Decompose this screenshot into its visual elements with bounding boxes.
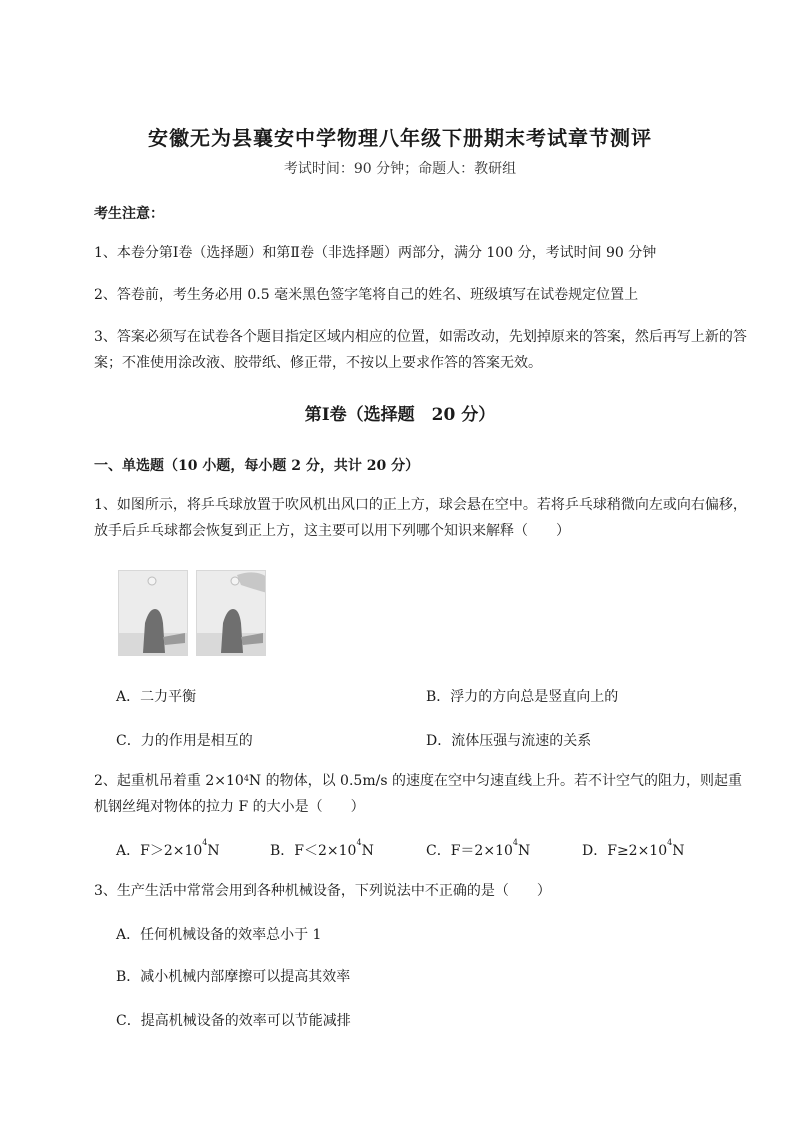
note-item-1: 1、本卷分第Ⅰ卷（选择题）和第Ⅱ卷（非选择题）两部分，满分 100 分，考试时间 90 分钟 [94, 245, 657, 261]
question-2-option-b: B．$F<2\times 10^4N$ [270, 838, 374, 859]
question-2-text-part2: N 的物体，以 0.5m/s 的速度在空中匀速直线上升。若不计空气的阻力，则起重机钢丝绳对物体的拉力 F 的大小是（ ） [94, 773, 742, 815]
question-1-option-b: B．浮力的方向总是竖直向上的 [426, 689, 619, 705]
exam-subtitle: 考试时间：90 分钟；命题人：教研组 [283, 161, 517, 177]
part-heading: 一、单选题（10 小题，每小题 2 分，共计 20 分） [94, 458, 420, 474]
question-2-option-c: C．$F=2\times 10^4N$ [426, 838, 531, 859]
question-2-option-a: A．$F>2\times 10^4N$ [116, 838, 220, 859]
notes-heading: 考生注意： [94, 206, 164, 222]
hair-dryer-photo-left [118, 570, 188, 656]
question-1-figure [118, 570, 268, 656]
question-2-option-d: D．$F\ge 2\times 10^4N$ [582, 838, 685, 859]
question-2-text [94, 768, 754, 820]
question-3-option-a: A．任何机械设备的效率总小于 1 [116, 927, 322, 943]
question-1-option-c: C．力的作用是相互的 [116, 733, 253, 749]
question-1-text: 1、如图所示，将乒乓球放置于吹风机出风口的正上方，球会悬在空中。若将乒乓球稍微向左或向右偏移，放手后乒乓球都会恢复到正上方，这主要可以用下列哪个知识来解释（ ） [94, 497, 747, 539]
question-1-option-d: D．流体压强与流速的关系 [426, 733, 592, 749]
question-3-option-b: B．减小机械内部摩擦可以提高其效率 [116, 969, 351, 985]
note-item-3: 3、答案必须写在试卷各个题目指定区域内相应的位置，如需改动，先划掉原来的答案，然后再写上新的答案；不准使用涂改液、胶带纸、修正带，不按以上要求作答的答案无效。 [94, 329, 747, 371]
question-3-option-c: C．提高机械设备的效率可以节能减排 [116, 1013, 351, 1029]
question-3-text: 3、生产生活中常常会用到各种机械设备，下列说法中不正确的是（ ） [94, 883, 551, 899]
question-1-option-a: A．二力平衡 [116, 689, 197, 705]
section-title: 第Ⅰ卷（选择题 20 分） [304, 405, 496, 425]
hair-dryer-photo-right [196, 570, 266, 656]
question-2-text-part1: 2、起重机吊着重 2×10 [94, 773, 244, 789]
question-2-exponent: 4 [243, 774, 249, 783]
note-item-2: 2、答卷前，考生务必用 0.5 毫米黑色签字笔将自己的姓名、班级填写在试卷规定位置上 [94, 287, 639, 303]
exam-title: 安徽无为县襄安中学物理八年级下册期末考试章节测评 [148, 126, 652, 150]
